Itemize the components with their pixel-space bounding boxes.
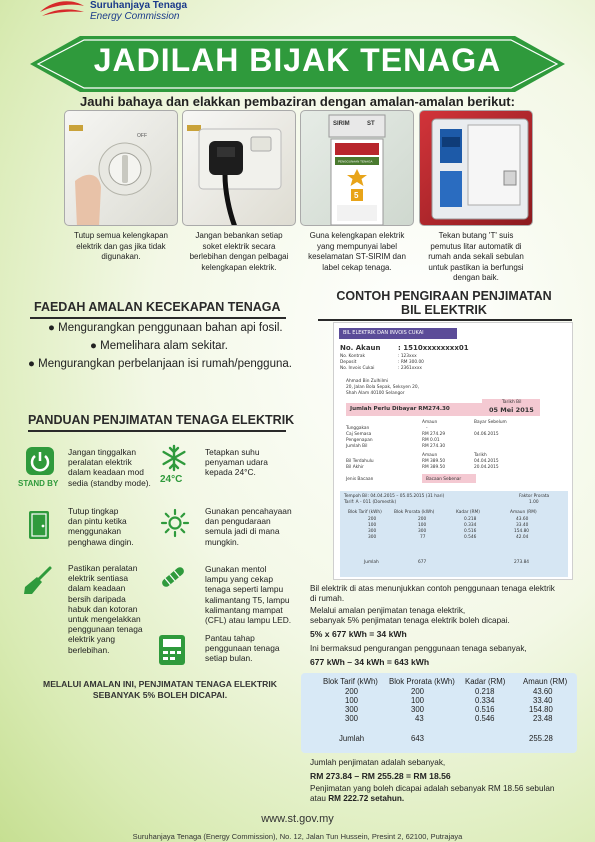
title-banner	[30, 36, 565, 92]
energy-commission-logo	[38, 0, 238, 24]
door-icon	[28, 510, 50, 540]
calc-rm-saving: RM 273.84 – RM 255.28 = RM 18.56	[310, 771, 451, 781]
sirim-label-icon	[301, 111, 414, 226]
bill-date: 05 Mei 2015	[489, 406, 534, 414]
circuit-breaker-icon	[420, 111, 533, 226]
tip-clean-appliances: Pastikan peralatan elektrik sentiasa dalam keadaan bersih daripada habuk dan kotoran untuk mengelakkan penggunaan tenaga elektrik yang berlebihan.	[68, 563, 143, 655]
explanation-reduction: Ini bermaksud pengurangan penggunaan tenaga sebanyak,	[310, 644, 527, 653]
guide-heading: PANDUAN PENJIMATAN TENAGA ELEKTRIK	[28, 413, 295, 427]
snowflake-icon	[160, 444, 188, 472]
logo-swoosh-icon	[38, 0, 86, 20]
tip-standby: Jangan tinggalkan peralatan elektrik dalam keadaan mod sedia (standby mode).	[68, 447, 151, 488]
tip-monitor-usage: Pantau tahap penggunaan tenaga setiap bulan.	[205, 633, 280, 664]
benefit-item: ● Memelihara alam sekitar.	[90, 340, 228, 352]
explanation-monthly-saving: Penjimatan yang boleh dicapai adalah sebanyak RM 18.56 sebulan	[310, 784, 555, 793]
page-title: JADILAH BIJAK TENAGA	[93, 42, 502, 78]
tip-natural-light: Gunakan pencahayaan dan pengudaraan semula jadi di mana mungkin.	[205, 506, 292, 547]
account-number: : 1510xxxxxxxx01	[398, 344, 469, 352]
benefits-divider	[30, 317, 286, 319]
logo-text-english: Energy Commission	[90, 11, 180, 22]
photo-sirim-label	[300, 110, 414, 226]
caption-stove: Tutup semua kelengkapan elektrik dan gas jika tidak digunakan.	[74, 231, 168, 261]
energy-star-count: 5	[354, 191, 359, 200]
caption-breaker: Tekan butang 'T' suis pemutus litar automatik di rumah anda sekali sebulan untuk pastikan ia berfungsi dengan baik.	[428, 231, 524, 282]
sample-electricity-bill: BIL ELEKTRIK DAN INVOIS CUKAI No. Akaun : 1510xxxxxxxx01 No. Kontrak : 123xxx Deposit : RM 300.00 No. Invois Cukai : 2361xxxx Ahmad Bin Zulhilmi 20, Jalan Bola Sepak, Seksyen 20, Shah Alam 40100 Selangor Jumlah Perlu Dibayar RM274.30 Tarikh Bil 05 Mei 2015 Amaun Bayar Sebelum Tunggakan - Caj Semasa RM 274.29 04.06.2015 Pengenapan RM 0.01 Jumlah Bil RM 274.30 Amaun Tarikh Bil Terdahulu RM 389.50 04.04.2015 Bil Akhir RM 389.50 20.04.2015 Jenis Bacaan Bacaan Sebenar Tempoh Bil: 04.04.2015 – 05.05.2015 (31 hari) Tarif: A - 011 (Domestik) Faktor Prorata 1.00 Blok Tarif (kWh) Blok Prorata (kWh) Kadar (RM) Amaun (RM) 200 200 0.218 43.60 100 100 0.334 33.40 300 300 0.516 154.80 300 77 0.546 42.04 Jumlah 677 273.84	[333, 322, 573, 580]
bill-header: BIL ELEKTRIK DAN INVOIS CUKAI	[339, 328, 457, 339]
calc-kwh-saving: 5% x 677 kWh = 34 kWh	[310, 629, 407, 639]
broom-icon	[22, 565, 54, 597]
benefits-heading: FAEDAH AMALAN KECEKAPAN TENAGA	[34, 300, 281, 314]
explanation-saving: Melalui amalan penjimatan tenaga elektrik, sebanyak 5% penjimatan tenaga elektrik boleh dicapai.	[310, 606, 510, 625]
tip-efficient-lamps: Gunakan mentol lampu yang cekap tenaga seperti lampu kalimantang T5, lampu kalimantang mampat (CFL) atau lampu LED.	[205, 564, 292, 626]
power-standby-icon	[25, 446, 55, 476]
savings-note: MELALUI AMALAN INI, PENJIMATAN TENAGA ELEKTRIK SEBANYAK 5% BOLEH DICAPAI.	[43, 679, 277, 700]
caption-socket: Jangan bebankan setiap soket elektrik secara berlebihan dengan pelbagai kelengkapan elektrik.	[189, 231, 289, 272]
photo-stove-knob	[64, 110, 178, 226]
photo-wall-socket	[182, 110, 296, 226]
temperature-label: 24°C	[160, 474, 183, 485]
benefit-item: ● Mengurangkan perbelanjaan isi rumah/pengguna.	[28, 358, 292, 370]
wall-socket-plug-icon	[183, 111, 296, 226]
sun-icon	[160, 508, 190, 538]
stove-knob-icon	[65, 111, 178, 226]
benefit-item: ● Mengurangkan penggunaan bahan api fosil.	[48, 322, 283, 334]
explanation-total-saving: Jumlah penjimatan adalah sebanyak,	[310, 758, 446, 767]
photo-circuit-breaker	[419, 110, 533, 226]
explanation-intro: Bil elektrik di atas menunjukkan contoh penggunaan tenaga elektrik di rumah.	[310, 584, 555, 603]
guide-divider	[28, 430, 286, 432]
example-heading: CONTOH PENGIRAAN PENJIMATAN BIL ELEKTRIK	[336, 289, 552, 317]
website-link[interactable]: www.st.gov.my	[261, 813, 334, 825]
fluorescent-tube-icon	[158, 562, 188, 592]
caption-sirim: Guna kelengkapan elektrik yang mempunyai label keselamatan ST-SIRIM dan label cekap tenaga.	[308, 231, 406, 272]
tip-aircond: Tetapkan suhu penyaman udara kepada 24°C.	[205, 447, 268, 478]
standby-label: STAND BY	[18, 479, 59, 488]
explanation-yearly-saving: atau RM 222.72 setahun.	[310, 794, 405, 803]
reading-type: Bacaan Sebenar	[426, 477, 462, 482]
account-label: No. Akaun	[340, 344, 381, 352]
page-subtitle: Jauhi bahaya dan elakkan pembaziran dengan amalan-amalan berikut:	[80, 94, 515, 109]
logo-text-malay: Suruhanjaya Tenaga	[90, 0, 188, 11]
amount-due: Jumlah Perlu Dibayar RM274.30	[350, 406, 450, 412]
svg-text:OFF: OFF	[137, 133, 147, 139]
tip-windows: Tutup tingkap dan pintu ketika menggunakan penghawa dingin.	[68, 506, 134, 547]
calc-new-usage: 677 kWh – 34 kWh = 643 kWh	[310, 657, 430, 667]
revised-tariff-table: Blok Tarif (kWh) Blok Prorata (kWh) Kadar (RM) Amaun (RM) 200 200 0.218 43.60 100 100 0.334 33.40 300 300 0.516 154.80 300 43 0.546 23.48 Jumlah 643 255.28	[301, 673, 577, 753]
example-divider	[318, 319, 572, 321]
st-text: ST	[367, 121, 375, 127]
energy-label-text: PENGGUNAAN TENAGA	[338, 159, 373, 164]
sirim-text: SIRIM	[333, 121, 350, 127]
electric-meter-icon	[158, 634, 186, 666]
footer-address: Suruhanjaya Tenaga (Energy Commission), No. 12, Jalan Tun Hussein, Presint 2, 62100, Putrajaya	[132, 832, 463, 841]
